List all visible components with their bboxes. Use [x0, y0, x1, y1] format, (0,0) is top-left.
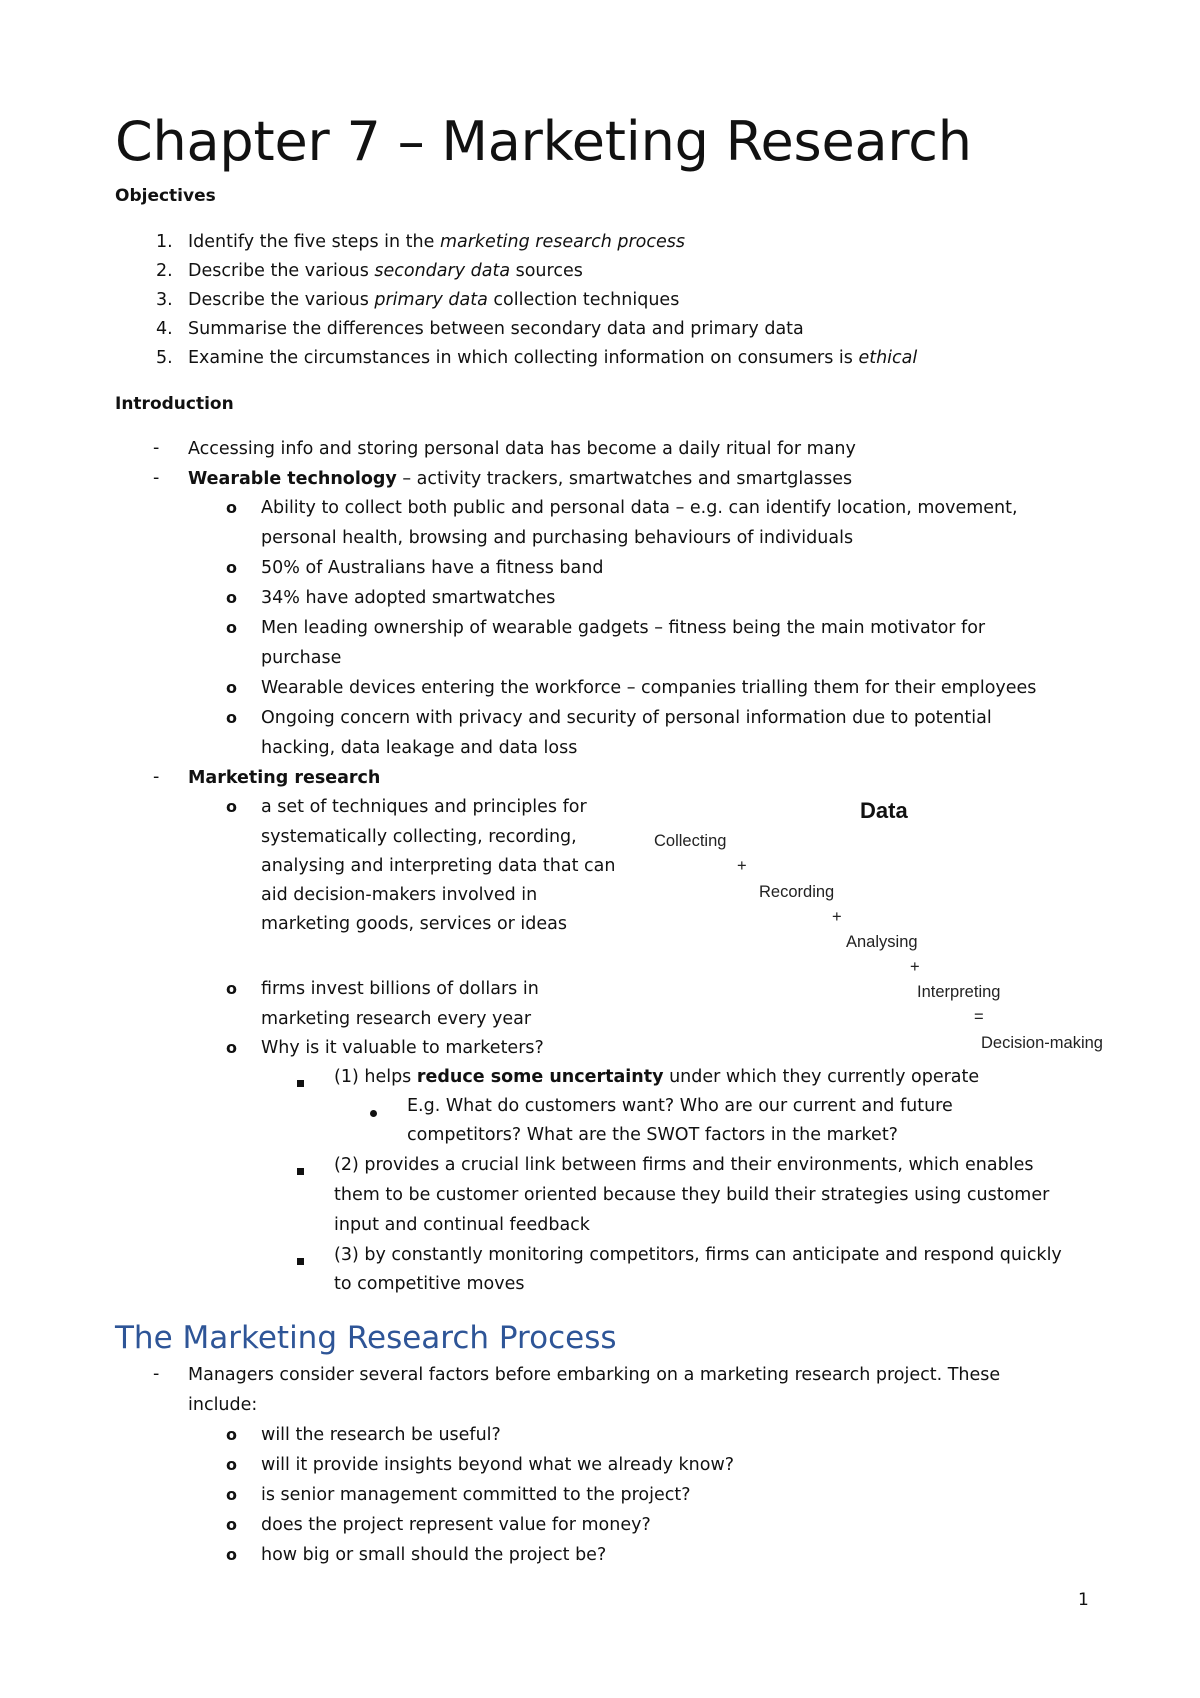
- marketing-research-label: Marketing research: [188, 768, 381, 788]
- diagram-step-recording: Recording: [759, 883, 835, 901]
- dash-bullet: -: [153, 468, 160, 488]
- list-item: (3) by constantly monitoring competitors, firms can anticipate and respond quickly: [334, 1245, 1062, 1265]
- list-item: to competitive moves: [334, 1274, 525, 1294]
- list-item: Examine the circumstances in which collecting information on consumers is ethical: [188, 348, 918, 368]
- list-item: aid decision-makers involved in: [261, 885, 538, 905]
- list-item: is senior management committed to the project?: [261, 1485, 691, 1505]
- list-item: Describe the various primary data collection techniques: [188, 290, 680, 310]
- dash-bullet: -: [153, 1364, 160, 1384]
- intro-item-1: Accessing info and storing personal data has become a daily ritual for many: [188, 439, 856, 459]
- introduction-heading: Introduction: [115, 394, 234, 414]
- list-item: purchase: [261, 648, 342, 668]
- list-item: Summarise the differences between secondary data and primary data: [188, 319, 804, 339]
- list-item: 50% of Australians have a fitness band: [261, 558, 604, 578]
- diagram-step-collecting: Collecting: [654, 832, 727, 850]
- list-item: Ongoing concern with privacy and security of personal information due to potential: [261, 708, 992, 728]
- diagram-plus: +: [832, 908, 842, 926]
- list-item: 34% have adopted smartwatches: [261, 588, 556, 608]
- list-item: Why is it valuable to marketers?: [261, 1038, 544, 1058]
- sub-bullet: o: [226, 1515, 237, 1534]
- list-item: 4.: [156, 319, 173, 339]
- list-item: Managers consider several factors before embarking on a marketing research project. These: [188, 1365, 1001, 1385]
- list-item: Wearable devices entering the workforce – companies trialling them for their employees: [261, 678, 1037, 698]
- page-title: Chapter 7 – Marketing Research: [115, 110, 972, 173]
- page-number: 1: [1078, 1590, 1089, 1610]
- diagram-equals: =: [974, 1008, 984, 1026]
- list-item: 3.: [156, 290, 173, 310]
- list-item: firms invest billions of dollars in: [261, 979, 539, 999]
- objectives-heading: Objectives: [115, 186, 216, 206]
- square-bullet: [297, 1160, 304, 1179]
- diagram-step-interpreting: Interpreting: [917, 983, 1001, 1001]
- list-item: Describe the various secondary data sources: [188, 261, 583, 281]
- list-item: include:: [188, 1395, 258, 1415]
- sub-bullet: o: [226, 1038, 237, 1057]
- diagram-plus: +: [737, 857, 747, 875]
- sub-bullet: o: [226, 979, 237, 998]
- sub-bullet: o: [226, 558, 237, 577]
- list-item: 2.: [156, 261, 173, 281]
- list-item: competitors? What are the SWOT factors in the market?: [407, 1125, 898, 1145]
- diagram-plus: +: [910, 958, 920, 976]
- square-bullet: [297, 1250, 304, 1269]
- list-item: systematically collecting, recording,: [261, 827, 577, 847]
- intro-item-2: Wearable technology – activity trackers, smartwatches and smartglasses: [188, 469, 853, 489]
- round-bullet: [370, 1102, 377, 1121]
- dash-bullet: -: [153, 438, 160, 458]
- sub-bullet: o: [226, 708, 237, 727]
- list-item: a set of techniques and principles for: [261, 797, 587, 817]
- list-item: hacking, data leakage and data loss: [261, 738, 578, 758]
- list-item: (1) helps reduce some uncertainty under which they currently operate: [334, 1067, 980, 1087]
- list-item: analysing and interpreting data that can: [261, 856, 616, 876]
- sub-bullet: o: [226, 1485, 237, 1504]
- list-item: how big or small should the project be?: [261, 1545, 607, 1565]
- list-item: marketing research every year: [261, 1009, 532, 1029]
- section-heading: The Marketing Research Process: [115, 1320, 617, 1356]
- diagram-title: Data: [860, 798, 908, 823]
- list-item: marketing goods, services or ideas: [261, 914, 568, 934]
- list-item: will the research be useful?: [261, 1425, 501, 1445]
- diagram-step-analysing: Analysing: [846, 933, 918, 951]
- list-item: 5.: [156, 348, 173, 368]
- list-item: 1.: [156, 232, 173, 252]
- list-item: them to be customer oriented because they build their strategies using customer: [334, 1185, 1050, 1205]
- sub-bullet: o: [226, 1545, 237, 1564]
- dash-bullet: -: [153, 767, 160, 787]
- list-item: personal health, browsing and purchasing behaviours of individuals: [261, 528, 854, 548]
- list-item: Identify the five steps in the marketing research process: [188, 232, 685, 252]
- sub-bullet: o: [226, 678, 237, 697]
- sub-bullet: o: [226, 588, 237, 607]
- list-item: does the project represent value for money?: [261, 1515, 651, 1535]
- square-bullet: [297, 1072, 304, 1091]
- sub-bullet: o: [226, 498, 237, 517]
- diagram-step-decision-making: Decision-making: [981, 1034, 1103, 1052]
- list-item: E.g. What do customers want? Who are our current and future: [407, 1096, 953, 1116]
- sub-bullet: o: [226, 1455, 237, 1474]
- list-item: Men leading ownership of wearable gadgets – fitness being the main motivator for: [261, 618, 986, 638]
- sub-bullet: o: [226, 797, 237, 816]
- list-item: will it provide insights beyond what we already know?: [261, 1455, 735, 1475]
- list-item: (2) provides a crucial link between firms and their environments, which enables: [334, 1155, 1034, 1175]
- list-item: Ability to collect both public and personal data – e.g. can identify location, movement,: [261, 498, 1018, 518]
- list-item: input and continual feedback: [334, 1215, 590, 1235]
- sub-bullet: o: [226, 1425, 237, 1444]
- sub-bullet: o: [226, 618, 237, 637]
